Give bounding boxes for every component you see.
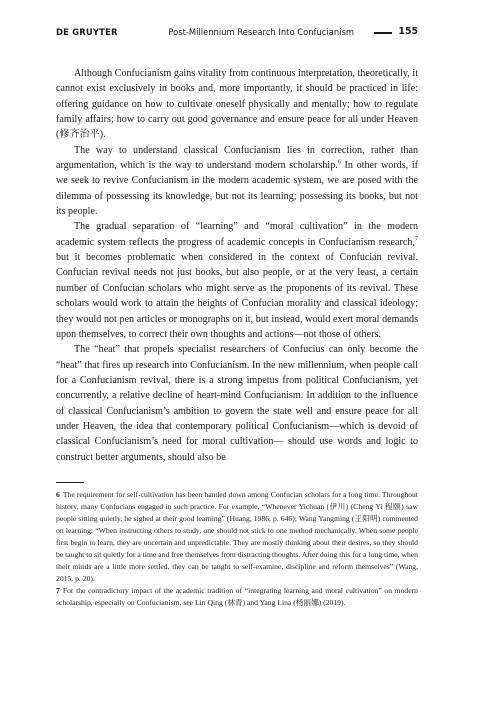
header-rule: [374, 32, 392, 34]
paragraph: Although Confucianism gains vitality from continuous interpretation, theoretically, it cannot exist exclusively in books and, more importantly, it should be practiced in life: offering guidance on how to cultivate oneself physically and mentally; how to regulate family affairs; how to carry out good governance and ensure peace for all under Heaven (修齐治平).: [56, 68, 418, 141]
page-number: 155: [398, 26, 418, 37]
footnote: [56, 489, 418, 585]
footnote-number: 7: [56, 585, 60, 595]
footnote-divider: [56, 482, 84, 483]
footnote: [56, 585, 418, 609]
footnote-text: The requirement for self-cultivation has been handed down among Confucian scholars for a long time. Throughout history, many Confucians engaged in such practice. For example, “Whenever Yichuan (伊川) (Cheng Yi 程颐) saw people sitting quietly, he sighed at their good learning” (Huang, 1986, p. 646); Wang Yangming (王阳明) commented on learning: “When instructing others to study, one should not stick to one method mechanically. When some people first begin to learn, they are uncertain and unpredictable. They are mostly thinking about their desires, so they should be taught to sit quietly for a time and free themselves from distracting thoughts. After doing this for a long time, when their minds are a little more settled, they can be taught to self-examine, discipline and reform themselves” (Wang, 2015, p. 20).: [56, 490, 418, 583]
paragraph-text: but it becomes problematic when considered in the context of Confucian revival. Confucian revival needs not just books, but also people, or at the very least, a certain number of Confucian scholars who might serve as the proponents of its revival. These scholars would work to attain the heights of Confucian morality and classical ideology; they would not pen articles or monographs on it, but instead, would exert moral demands upon themselves, to correct their own thoughts and actions—not those of others.: [56, 252, 418, 340]
footnote-number: 6: [56, 490, 60, 499]
publisher-name: DE GRUYTER: [56, 27, 118, 37]
footnotes: [56, 489, 418, 609]
running-title: Post-Millennium Research Into Confucianism: [168, 27, 354, 37]
paragraph: [56, 143, 418, 220]
paragraph: [56, 219, 418, 342]
paragraph-text: The way to understand classical Confucianism lies in correction, rather than argumentation, which is the way to understand modern scholarship.: [56, 144, 418, 172]
footnote-ref[interactable]: 7: [414, 235, 418, 243]
footnote-ref[interactable]: 6: [337, 158, 341, 166]
body-text: [56, 66, 418, 465]
footnote-text: For the contradictory impact of the academic tradition of “integrating learning and moral cultivation” on modern scholarship, especially on Confucianism, see Lin Qing (林青) and Yang Lina (杨丽娜) (2019).: [56, 585, 418, 607]
paragraph-text: In other words, if we seek to revive Confucianism in the modern academic system, we are posed with the dilemma of possessing its knowledge, but not its learning; possessing its books, but not its people.: [56, 160, 418, 218]
paragraph-text: The gradual separation of “learning” and “moral cultivation” in the modern academic system reflects the progress of academic concepts in Confucianism research,: [56, 221, 418, 248]
paragraph: The “heat” that propels specialist researchers of Confucius can only become the “heat” that fires up research into Confucianism. In the new millennium, when people call for a Confucianism revival, there is a strong impetus from political Confucianism, yet concurrently, a relative decline of heart-mind Confucianism. In addition to the influence of classical Confucianism’s ambition to govern the state well and ensure peace for all under Heaven, the idea that contemporary political Confucianism—which is devoid of classical Confucianism’s need for moral cultivation— should use words and logic to construct better arguments, should also be: [56, 344, 418, 463]
running-header: [56, 26, 418, 40]
